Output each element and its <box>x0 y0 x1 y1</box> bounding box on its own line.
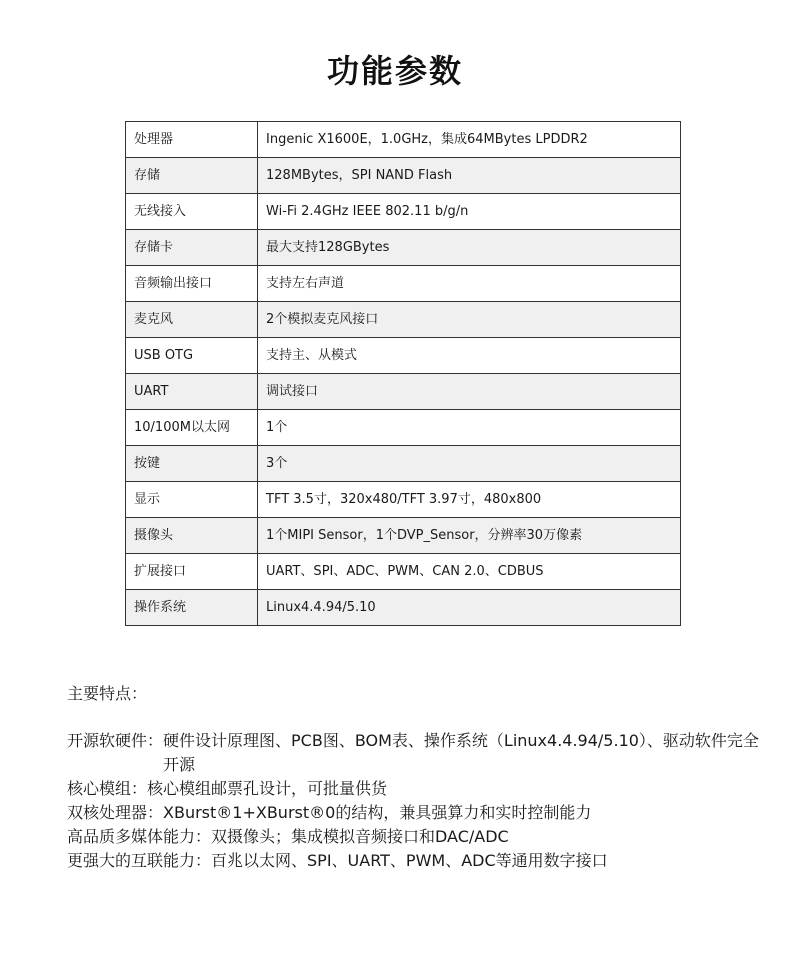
feature-label: 核心模组： <box>67 779 148 798</box>
feature-item <box>67 729 767 777</box>
table-row <box>126 122 681 158</box>
spec-value: 1个MIPI Sensor，1个DVP_Sensor，分辨率30万像素 <box>258 518 681 554</box>
feature-text: 双摄像头；集成模拟音频接口和DAC/ADC <box>211 827 509 846</box>
feature-item <box>67 849 767 873</box>
spec-key: 存储 <box>126 158 258 194</box>
features-heading: 主要特点： <box>67 684 148 703</box>
spec-value: 调试接口 <box>258 374 681 410</box>
spec-key: 操作系统 <box>126 590 258 626</box>
table-row <box>126 338 681 374</box>
spec-value: TFT 3.5寸，320x480/TFT 3.97寸，480x800 <box>258 482 681 518</box>
spec-value: 支持左右声道 <box>258 266 681 302</box>
feature-label: 更强大的互联能力： <box>67 851 212 870</box>
spec-key: 麦克风 <box>126 302 258 338</box>
spec-key: 扩展接口 <box>126 554 258 590</box>
table-row <box>126 194 681 230</box>
spec-table <box>125 121 681 626</box>
table-row <box>126 374 681 410</box>
table-row <box>126 554 681 590</box>
page-title: 功能参数 <box>326 52 463 90</box>
spec-key: UART <box>126 374 258 410</box>
spec-key: 按键 <box>126 446 258 482</box>
feature-item <box>67 825 767 849</box>
spec-value: Wi-Fi 2.4GHz IEEE 802.11 b/g/n <box>258 194 681 230</box>
spec-key: 存储卡 <box>126 230 258 266</box>
spec-value: 1个 <box>258 410 681 446</box>
spec-value: UART、SPI、ADC、PWM、CAN 2.0、CDBUS <box>258 554 681 590</box>
table-row <box>126 590 681 626</box>
feature-text: 硬件设计原理图、PCB图、BOM表、操作系统（Linux4.4.94/5.10）、驱动软件完全开源 <box>163 731 759 774</box>
table-row <box>126 446 681 482</box>
table-row <box>126 158 681 194</box>
spec-value: Ingenic X1600E，1.0GHz，集成64MBytes LPDDR2 <box>258 122 681 158</box>
table-row <box>126 410 681 446</box>
table-row <box>126 302 681 338</box>
spec-value: 128MBytes，SPI NAND Flash <box>258 158 681 194</box>
table-row <box>126 230 681 266</box>
feature-label: 高品质多媒体能力： <box>67 827 212 846</box>
spec-key: 无线接入 <box>126 194 258 230</box>
feature-text: 百兆以太网、SPI、UART、PWM、ADC等通用数字接口 <box>211 851 608 870</box>
spec-value: Linux4.4.94/5.10 <box>258 590 681 626</box>
spec-key: 音频输出接口 <box>126 266 258 302</box>
spec-key: 处理器 <box>126 122 258 158</box>
spec-key: 摄像头 <box>126 518 258 554</box>
feature-text: XBurst®1+XBurst®0的结构，兼具强算力和实时控制能力 <box>163 803 592 822</box>
table-row <box>126 482 681 518</box>
features-section <box>67 682 767 873</box>
feature-item <box>67 801 767 825</box>
feature-label: 开源软硬件： <box>67 731 164 750</box>
table-row <box>126 266 681 302</box>
spec-value: 2个模拟麦克风接口 <box>258 302 681 338</box>
spec-value: 3个 <box>258 446 681 482</box>
table-row <box>126 518 681 554</box>
feature-item <box>67 777 767 801</box>
spec-key: 显示 <box>126 482 258 518</box>
spec-value: 最大支持128GBytes <box>258 230 681 266</box>
spec-key: USB OTG <box>126 338 258 374</box>
spec-key: 10/100M以太网 <box>126 410 258 446</box>
feature-text: 核心模组邮票孔设计，可批量供货 <box>147 779 388 798</box>
spec-value: 支持主、从模式 <box>258 338 681 374</box>
feature-label: 双核处理器： <box>67 803 164 822</box>
